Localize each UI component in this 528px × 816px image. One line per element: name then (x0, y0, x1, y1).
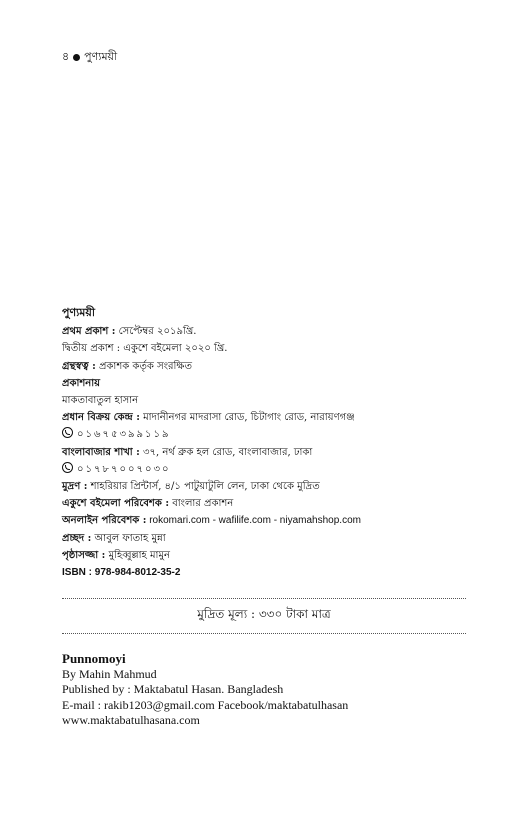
phone-icon (62, 427, 73, 438)
copyright-value: প্রকাশক কর্তৃক সংরক্ষিত (95, 360, 192, 372)
bullet-dot (73, 54, 80, 61)
price-divider-top (62, 598, 466, 599)
publisher-name: মাকতাবাতুল হাসান (62, 395, 139, 407)
publisher-heading: প্রকাশনায় (62, 377, 101, 389)
cover-designer-value: আবুল ফাতাহ মুন্না (91, 532, 166, 544)
page-layout-value: মুহিব্বুল্লাহ মামুন (105, 549, 170, 561)
printing (62, 478, 482, 495)
online-distributor-label: অনলাইন পরিবেশক : (62, 515, 147, 527)
copyright-label: গ্রন্থস্বত্ব : (62, 360, 96, 372)
online-distributor-value: rokomari.com - wafilife.com - niyamahshop.com (146, 515, 361, 527)
running-title: পুণ্যময়ী (84, 50, 118, 63)
english-author: By Mahin Mahmud (62, 666, 157, 681)
main-sales-center-label: প্রধান বিক্রয় কেন্দ্র : (62, 412, 140, 424)
phone-number-2: ০১৭৮৭০০৭০৩০ (77, 463, 171, 475)
price-divider-bottom (62, 633, 466, 634)
first-publication-value: সেপ্টেম্বর ২০১৯খ্রি. (115, 326, 197, 338)
fair-distributor (62, 495, 482, 512)
imprint-block (62, 304, 482, 581)
phone-number-1: ০১৬৭৫৩৯৯১১৯ (77, 429, 171, 441)
fair-distributor-value: বাংলার প্রকাশন (169, 498, 234, 510)
phone-icon (62, 462, 73, 473)
second-publication: দ্বিতীয় প্রকাশ : একুশে বইমেলা ২০২০ খ্রি. (62, 343, 228, 355)
printed-price: মুদ্রিত মূল্য : ৩৩০ টাকা মাত্র (197, 607, 331, 621)
english-website: www.maktabatulhasana.com (62, 713, 200, 728)
english-contact: E-mail : rakib1203@gmail.com Facebook/maktabatulhasan (62, 697, 349, 712)
main-sales-center-value: মাদানীনগর মাদরাসা রোড, চিটাগাং রোড, নারায়ণগঞ্জ (139, 412, 355, 424)
page-layout (62, 547, 482, 564)
online-distributor (62, 512, 482, 529)
cover-designer-label: প্রচ্ছদ : (62, 532, 92, 544)
first-publication-label: প্রথম প্রকাশ : (62, 326, 116, 338)
book-title: পুণ্যময়ী (62, 306, 96, 319)
printing-value: শাহরিয়ার প্রিন্টার্স, ৪/১ পাটুয়াটুলি লেন, ঢাকা থেকে মুদ্রিত (87, 481, 320, 493)
page-layout-label: পৃষ্ঠাসজ্জা : (62, 549, 106, 561)
isbn: ISBN : 978-984-8012-35-2 (62, 567, 181, 579)
first-publication (62, 323, 482, 340)
bangla-bazar-branch-label: বাংলাবাজার শাখা : (62, 446, 140, 458)
english-credits (62, 651, 348, 729)
printing-label: মুদ্রণ : (62, 481, 88, 493)
english-publisher: Published by : Maktabatul Hasan. Bangladesh (62, 682, 284, 697)
cover-designer (62, 530, 482, 547)
bangla-bazar-branch-value: ৩৭, নর্থ ব্রুক হল রোড, বাংলাবাজার, ঢাকা (139, 446, 313, 458)
main-sales-center (62, 409, 482, 426)
phone-line-2 (62, 461, 482, 478)
page-number: ৪ (62, 50, 70, 63)
copyright (62, 358, 482, 375)
fair-distributor-label: একুশে বইমেলা পরিবেশক : (62, 498, 170, 510)
page-header (62, 48, 117, 67)
phone-line-1 (62, 426, 482, 443)
english-title: Punnomoyi (62, 651, 126, 666)
bangla-bazar-branch (62, 444, 482, 461)
